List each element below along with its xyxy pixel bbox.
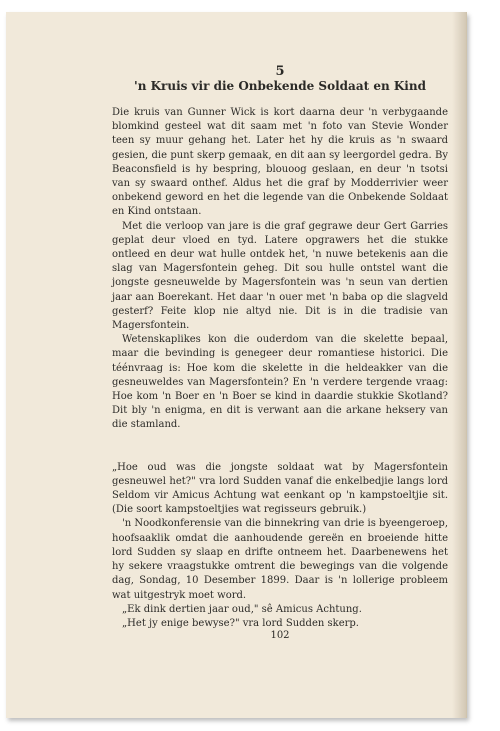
- dialogue-paragraph-1: „Hoe oud was die jongste soldaat wat by Magersfontein gesneuwel het?" vra lord Sudden vanaf die enkelbedjie langs lord Seldom vir Amicus Achtung wat eenkant op 'n kampstoeltjie sit. (Die soort kampstoeltjies wat regisseurs gebruik.): [112, 461, 448, 516]
- paragraph-2: Met die verloop van jare is die graf gegrawe deur Gert Garries geplat deur vloed en tyd. Latere opgrawers het die stukke ontleed en deur wat hulle ontdek het, 'n nuwe betekenis aan die slag van Magersfontein geheg. Dit sou hulle ontstel want die jongste gesneuwelde by Magersfontein was 'n seun van dertien jaar aan Boerekant. Het daar 'n ouer met 'n baba op die slagveld gesterf? Feite klop nie altyd nie. Dit is in die tradisie van Magersfontein.: [112, 220, 448, 332]
- chapter-number: 5: [275, 64, 285, 79]
- dialogue-line-1: „Ek dink dertien jaar oud," sê Amicus Achtung.: [122, 603, 362, 615]
- paragraph-1: Die kruis van Gunner Wick is kort daarna deur 'n verbygaande blomkind gesteel wat dit saam met 'n foto van Stevie Wonder teen sy muur gehang het. Later het hy die kruis as 'n swaard gesien, die punt skerp gemaak, en dit aan sy leergordel gedra. By Beaconsfield is hy bespring, blouoog geslaan, en deur 'n tsotsi van sy swaard onthef. Aldus het die graf by Modderrivier weer onbekend geword en het die legende van die Onbekende Soldaat en Kind ontstaan.: [112, 107, 448, 218]
- chapter-title: 'n Kruis vir die Onbekende Soldaat en Kind: [134, 79, 426, 93]
- page-spine-shadow: [452, 12, 466, 718]
- page-number: 102: [270, 630, 290, 641]
- book-page: [6, 12, 467, 718]
- section-break: [112, 433, 448, 461]
- dialogue-line-2: „Het jy enige bewyse?" vra lord Sudden skerp.: [122, 617, 359, 629]
- paragraph-3: Wetenskaplikes kon die ouderdom van die skelette bepaal, maar die bevinding is genegeer deur romantiese historici. Die téénvraag is: Hoe kom die skelette in die heldeakker van die gesneuweldes van Magersfontein? En 'n verdere tergende vraag: Hoe kom 'n Boer en 'n Boer se kind in daardie stukkie Skotland? Dit bly 'n enigma, en dit is verwant aan die arkane heksery van die stamland.: [112, 334, 448, 431]
- dialogue-paragraph-2: 'n Noodkonferensie van die binnekring van drie is byeengeroep, hoofsaaklik omdat die aanhoudende gereën en broeiende hitte lord Sudden sy slaap en drifte ontneem het. Daarbenewens het hy sekere vraagstukke omtrent die bewegings van die volgende dag, Sondag, 10 Desember 1899. Daar is 'n lollerige probleem wat uitgestryk moet word.: [112, 518, 448, 601]
- page-content: [112, 64, 448, 641]
